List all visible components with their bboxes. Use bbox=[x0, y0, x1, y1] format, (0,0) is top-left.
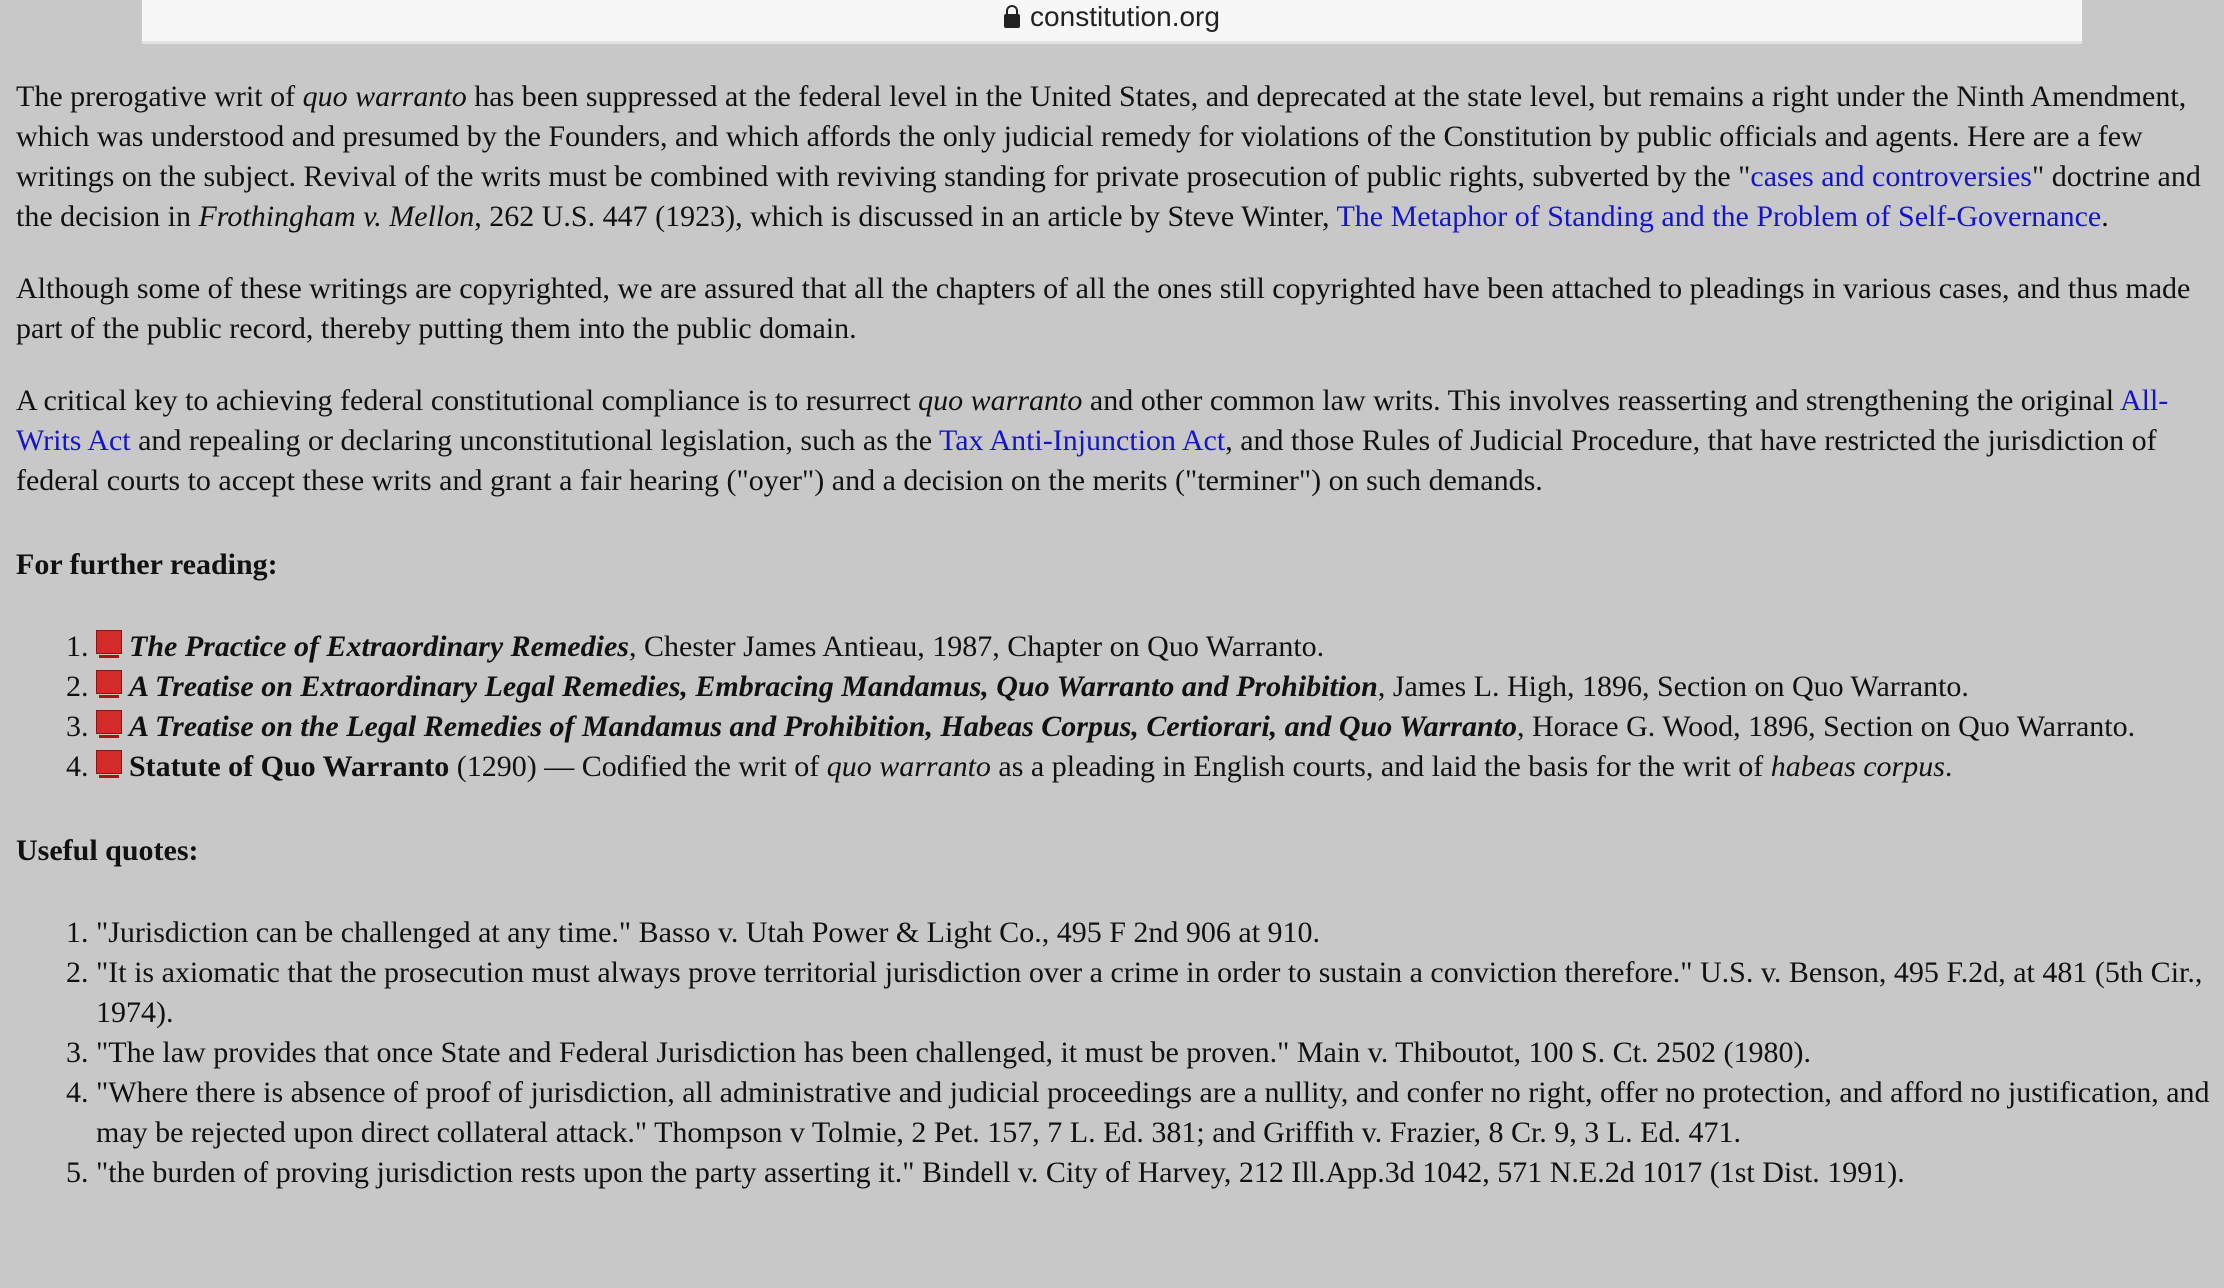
metaphor-of-standing-link[interactable]: The Metaphor of Standing and the Problem of Self-Governance bbox=[1336, 200, 2102, 233]
list-item: 1. The Practice of Extraordinary Remedies, Chester James Antieau, 1987, Chapter on Quo Warranto. bbox=[96, 627, 2212, 667]
reading-link-1[interactable]: The Practice of Extraordinary Remedies bbox=[129, 630, 629, 663]
list-item: 4. Statute of Quo Warranto (1290) — Codified the writ of quo warranto as a pleading in English courts, and laid the basis for the writ of habeas corpus. bbox=[96, 747, 2212, 787]
quote-item: 5. "the burden of proving jurisdiction rests upon the party asserting it." Bindell v. City of Harvey, 212 Ill.App.3d 1042, 571 N.E.2d 1017 (1st Dist. 1991). bbox=[96, 1153, 2212, 1193]
quote-item: 1. "Jurisdiction can be challenged at any time." Basso v. Utah Power & Light Co., 495 F 2nd 906 at 910. bbox=[96, 913, 2212, 953]
list-item: 2. A Treatise on Extraordinary Legal Remedies, Embracing Mandamus, Quo Warranto and Prohibition, James L. High, 1896, Section on Quo Warranto. bbox=[96, 667, 2212, 707]
book-icon[interactable] bbox=[96, 710, 122, 734]
cases-and-controversies-link[interactable]: cases and controversies bbox=[1750, 160, 2032, 193]
book-icon[interactable] bbox=[96, 750, 122, 774]
intro-paragraph-1: The prerogative writ of quo warranto has been suppressed at the federal level in the United States, and deprecated at the state level, but remains a right under the Ninth Amendment, which was understood and presumed by the Founders, and which affords the only judicial remedy for violations of the Constitution by public officials and agents. Here are a few writings on the subject. Revival of the writs must be combined with reviving standing for private prosecution of public rights, subverted by the "cases and controversies" doctrine and the decision in Frothingham v. Mellon, 262 U.S. 447 (1923), which is discussed in an article by Steve Winter, The Metaphor of Standing and the Problem of Self-Governance. bbox=[16, 80, 2201, 233]
lock-icon bbox=[1004, 14, 1020, 28]
url-display[interactable] bbox=[142, 0, 2082, 34]
page-content bbox=[16, 77, 2212, 1193]
further-reading-heading: For further reading: bbox=[16, 548, 278, 581]
quote-item: 4. "Where there is absence of proof of jurisdiction, all administrative and judicial proceedings are a nullity, and confer no right, offer no protection, and afford no justification, and may be rejected upon direct collateral attack." Thompson v Tolmie, 2 Pet. 157, 7 L. Ed. 381; and Griffith v. Frazier, 8 Cr. 9, 3 L. Ed. 471. bbox=[96, 1073, 2212, 1153]
reading-link-3[interactable]: A Treatise on the Legal Remedies of Mandamus and Prohibition, Habeas Corpus, Certiorari, and Quo Warranto bbox=[129, 710, 1517, 743]
all-writs-act-link[interactable]: All-Writs Act bbox=[16, 384, 2169, 457]
intro-paragraph-3: A critical key to achieving federal constitutional compliance is to resurrect quo warranto and other common law writs. This involves reasserting and strengthening the original All-Writs Act and repealing or declaring unconstitutional legislation, such as the Tax Anti-Injunction Act, and those Rules of Judicial Procedure, that have restricted the jurisdiction of federal courts to accept these writs and grant a fair hearing ("oyer") and a decision on the merits ("terminer") on such demands. bbox=[16, 384, 2169, 497]
book-icon[interactable] bbox=[96, 670, 122, 694]
intro-paragraph-2: Although some of these writings are copyrighted, we are assured that all the chapters of all the ones still copyrighted have been attached to pleadings in various cases, and thus made part of the public record, thereby putting them into the public domain. bbox=[16, 272, 2191, 345]
quote-item: 2. "It is axiomatic that the prosecution must always prove territorial jurisdiction over a crime in order to sustain a conviction therefore." U.S. v. Benson, 495 F.2d, at 481 (5th Cir., 1974). bbox=[96, 953, 2212, 1033]
address-bar[interactable] bbox=[142, 0, 2082, 44]
reading-link-4[interactable]: Statute of Quo Warranto bbox=[129, 750, 450, 783]
list-item: 3. A Treatise on the Legal Remedies of Mandamus and Prohibition, Habeas Corpus, Certiorari, and Quo Warranto, Horace G. Wood, 1896, Section on Quo Warranto. bbox=[96, 707, 2212, 747]
browser-top-bar bbox=[0, 0, 2224, 44]
useful-quotes-list bbox=[16, 913, 2212, 1193]
book-icon[interactable] bbox=[96, 630, 122, 654]
url-text: constitution.org bbox=[1030, 1, 1220, 32]
tax-anti-injunction-act-link[interactable]: Tax Anti-Injunction Act bbox=[939, 424, 1226, 457]
quote-item: 3. "The law provides that once State and Federal Jurisdiction has been challenged, it must be proven." Main v. Thiboutot, 100 S. Ct. 2502 (1980). bbox=[96, 1033, 2212, 1073]
reading-link-2[interactable]: A Treatise on Extraordinary Legal Remedies, Embracing Mandamus, Quo Warranto and Prohibition bbox=[129, 670, 1378, 703]
further-reading-list bbox=[16, 627, 2212, 787]
useful-quotes-heading: Useful quotes: bbox=[16, 834, 199, 867]
